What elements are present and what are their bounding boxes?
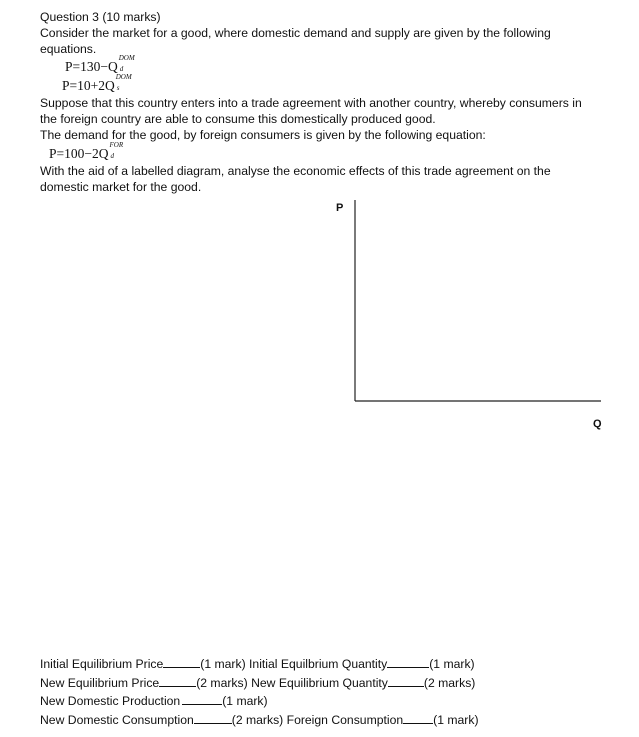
answer-row-2: [40, 675, 475, 691]
initial-price-blank[interactable]: [163, 656, 200, 668]
foreign-consumption-blank[interactable]: [403, 712, 433, 724]
domestic-demand-equation: [65, 54, 135, 75]
supply-equation-subscript: s: [116, 84, 120, 92]
new-quantity-label: New Equilibrium Quantity: [251, 676, 388, 690]
question-title: Question 3 (10 marks): [40, 10, 161, 24]
new-price-label: New Equilibrium Price: [40, 676, 160, 690]
domestic-consumption-marks: (2 marks): [231, 713, 284, 727]
task-text-line-2: domestic market for the good.: [40, 180, 202, 194]
intro-text-line-2: equations.: [40, 42, 97, 56]
new-price-blank[interactable]: [159, 675, 196, 687]
trade-text-line-1: Suppose that this country enters into a trade agreement with another country, whereby consumers in: [40, 96, 582, 110]
answer-row-1: [40, 656, 475, 672]
intro-text-line-1: Consider the market for a good, where domestic demand and supply are given by the following: [40, 26, 551, 40]
supply-equation-superscript: DOM: [115, 73, 132, 81]
new-quantity-marks: (2 marks): [423, 676, 476, 690]
demand-equation-body: P=130−Q: [65, 59, 118, 74]
domestic-consumption-blank[interactable]: [194, 712, 232, 724]
domestic-production-marks: (1 mark): [222, 694, 268, 708]
foreign-equation-superscript: FOR: [109, 141, 124, 149]
supply-demand-diagram[interactable]: [350, 198, 610, 438]
initial-price-label: Initial Equilibrium Price: [40, 657, 164, 671]
task-text-line-1: With the aid of a labelled diagram, analyse the economic effects of this trade agreement on the: [40, 164, 551, 178]
domestic-consumption-label: New Domestic Consumption: [40, 713, 194, 727]
new-quantity-blank[interactable]: [388, 675, 424, 687]
price-axis-label: P: [336, 202, 344, 214]
foreign-consumption-marks: (1 mark): [433, 713, 479, 727]
initial-quantity-label: Initial Equilbrium Quantity: [249, 657, 388, 671]
initial-price-marks: (1 mark): [200, 657, 246, 671]
supply-equation-body: P=10+2Q: [62, 78, 115, 93]
initial-quantity-blank[interactable]: [387, 656, 429, 668]
initial-quantity-marks: (1 mark): [429, 657, 475, 671]
quantity-axis-label: Q: [593, 418, 602, 430]
foreign-equation-body: P=100−2Q: [49, 146, 109, 161]
answer-row-3: [40, 693, 268, 709]
demand-equation-superscript: DOM: [118, 54, 135, 62]
demand-equation-subscript: d: [119, 65, 124, 73]
domestic-production-label: New Domestic Production: [40, 694, 181, 708]
answer-row-4: [40, 712, 479, 728]
new-price-marks: (2 marks): [196, 676, 248, 690]
foreign-equation-subscript: d: [110, 152, 114, 160]
domestic-supply-equation: [62, 73, 132, 94]
foreign-demand-intro: The demand for the good, by foreign consumers is given by the following equation:: [40, 128, 486, 142]
domestic-production-blank[interactable]: [182, 693, 222, 705]
foreign-consumption-label: Foreign Consumption: [286, 713, 404, 727]
foreign-demand-equation: [49, 141, 124, 162]
trade-text-line-2: the foreign country are able to consume this domestically produced good.: [40, 112, 436, 126]
